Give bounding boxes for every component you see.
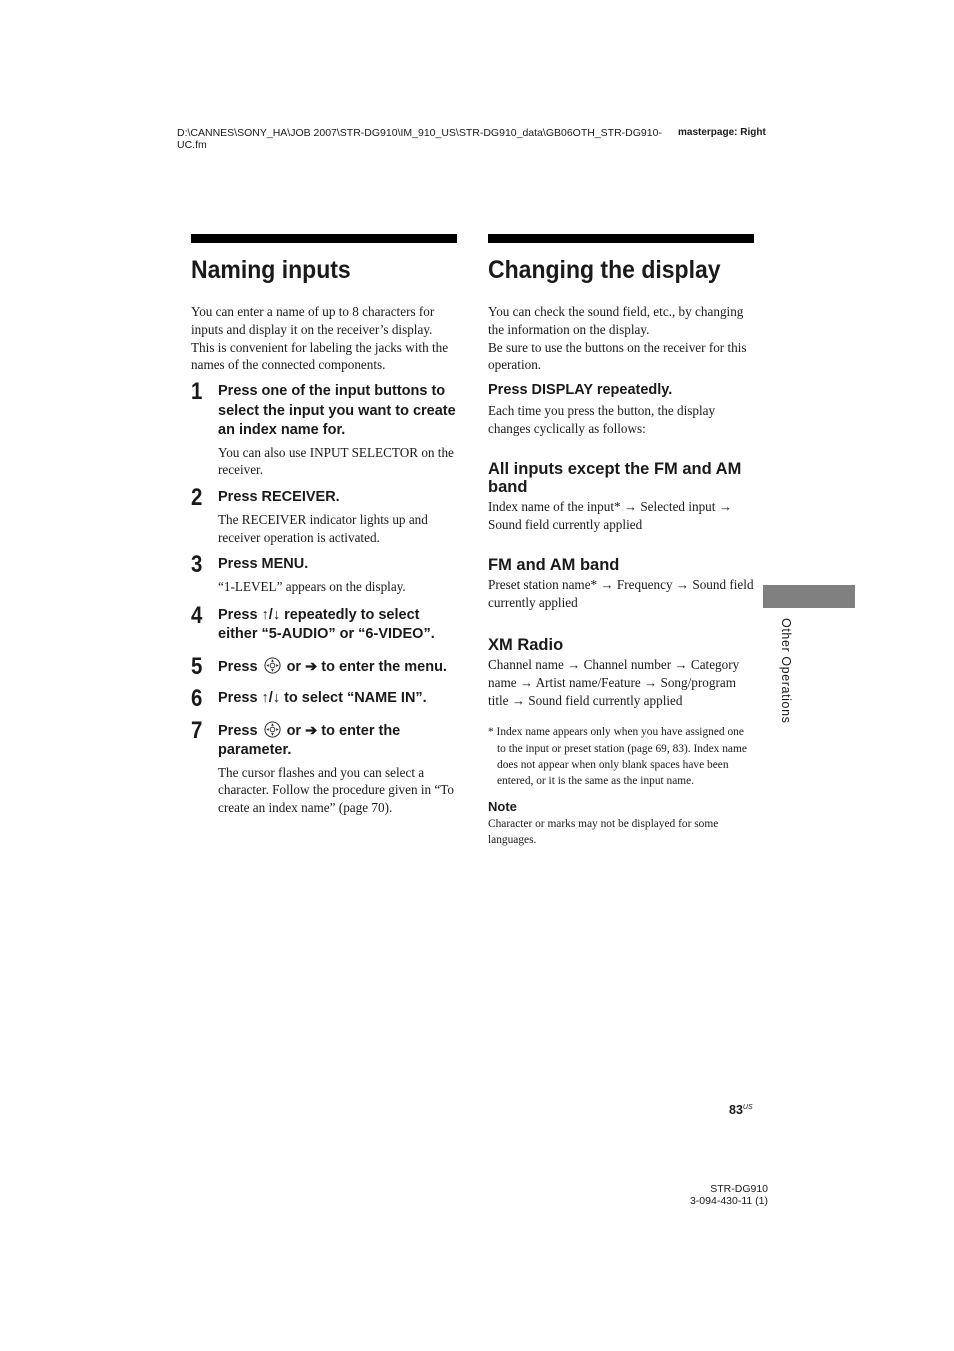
press-display-heading: Press DISPLAY repeatedly. <box>488 382 673 399</box>
step-body: The cursor flashes and you can select a character. Follow the procedure given in “To create an index name” (page 70). <box>218 764 454 816</box>
changing-display-section <box>488 234 754 848</box>
step-title-prefix: Press <box>218 658 258 675</box>
note-heading: Note <box>488 799 517 815</box>
subsection-body: Preset station name* → Frequency → Sound field currently applied <box>488 577 754 611</box>
step-number: 5 <box>191 652 203 680</box>
step-5 <box>191 652 457 680</box>
step-body: “1-LEVEL” appears on the display. <box>218 578 406 594</box>
press-display-body: Each time you press the button, the display changes cyclically as follows: <box>488 403 716 436</box>
intro-paragraph: You can check the sound field, etc., by changing the information on the display. <box>488 304 744 337</box>
footnote: * Index name appears only when you have assigned one to the input or preset station (page 69, 83). Index name does not appear when only blank spaces have been entered, or it is the same as the input name. <box>488 726 747 787</box>
page-number-value: 83 <box>729 1103 743 1117</box>
step-number: 6 <box>191 685 203 713</box>
step-number: 2 <box>191 484 203 512</box>
header-masterpage: masterpage: Right <box>678 127 766 138</box>
step-number: 7 <box>191 716 203 744</box>
step-1 <box>191 378 457 479</box>
subsection-body: Channel name → Channel number → Category name → Artist name/Feature → Song/program title → Sound field currently applied <box>488 656 740 708</box>
step-3 <box>191 551 457 595</box>
step-title: Press ↑/↓ to select “NAME IN”. <box>218 690 427 707</box>
note-body: Character or marks may not be displayed for some languages. <box>488 818 719 847</box>
page-number <box>729 1103 753 1117</box>
step-2 <box>191 484 457 546</box>
jog-dial-icon <box>264 657 281 674</box>
side-section-label: Other Operations <box>779 618 793 724</box>
step-title-prefix: Press <box>218 722 258 739</box>
step-title: Press RECEIVER. <box>218 489 340 506</box>
intro-paragraph: You can enter a name of up to 8 characters for inputs and display it on the receiver’s display. This is convenient for labeling the jacks with the names of the connected components. <box>191 304 449 373</box>
section-title: Naming inputs <box>191 256 351 284</box>
step-title-suffix: or ➔ to enter the menu. <box>286 658 447 675</box>
step-title-suffix: or ➔ to enter the parameter. <box>218 722 401 759</box>
step-number: 1 <box>191 378 203 406</box>
step-title: Press one of the input buttons to select the input you want to create an index name for. <box>218 383 456 439</box>
part-number: 3-094-430-11 (1) <box>689 1195 768 1207</box>
jog-dial-icon <box>264 721 281 738</box>
subsection-title: FM and AM band <box>488 556 620 575</box>
section-rule <box>488 234 754 243</box>
step-title: Press ↑/↓ repeatedly to select either “5-AUDIO” or “6-VIDEO”. <box>218 606 435 643</box>
step-title <box>218 657 457 678</box>
subsection-body: Index name of the input* → Selected input → Sound field currently applied <box>488 498 732 532</box>
intro-paragraph-2: Be sure to use the buttons on the receiver for this operation. <box>488 339 747 373</box>
model-footer <box>680 1183 768 1207</box>
step-7 <box>191 716 457 817</box>
step-6 <box>191 685 457 713</box>
step-title: Press MENU. <box>218 556 309 573</box>
subsection-title: XM Radio <box>488 635 564 654</box>
section-rule <box>191 234 457 243</box>
step-title <box>218 721 457 761</box>
step-body: The RECEIVER indicator lights up and receiver operation is activated. <box>218 511 428 545</box>
step-number: 3 <box>191 551 203 579</box>
section-title: Changing the display <box>488 256 721 284</box>
step-body: You can also use INPUT SELECTOR on the receiver. <box>218 444 454 478</box>
subsection-title: All inputs except the FM and AM band <box>488 459 742 496</box>
naming-inputs-section <box>191 234 457 817</box>
page-number-suffix: US <box>742 1103 753 1111</box>
step-number: 4 <box>191 601 203 629</box>
header-file-path: D:\CANNES\SONY_HA\JOB 2007\STR-DG910\IM_910_US\STR-DG910_data\GB06OTH_STR-DG910-UC.fm <box>177 127 662 151</box>
side-tab-marker <box>763 585 855 608</box>
model-name: STR-DG910 <box>710 1183 768 1195</box>
step-4 <box>191 601 457 645</box>
